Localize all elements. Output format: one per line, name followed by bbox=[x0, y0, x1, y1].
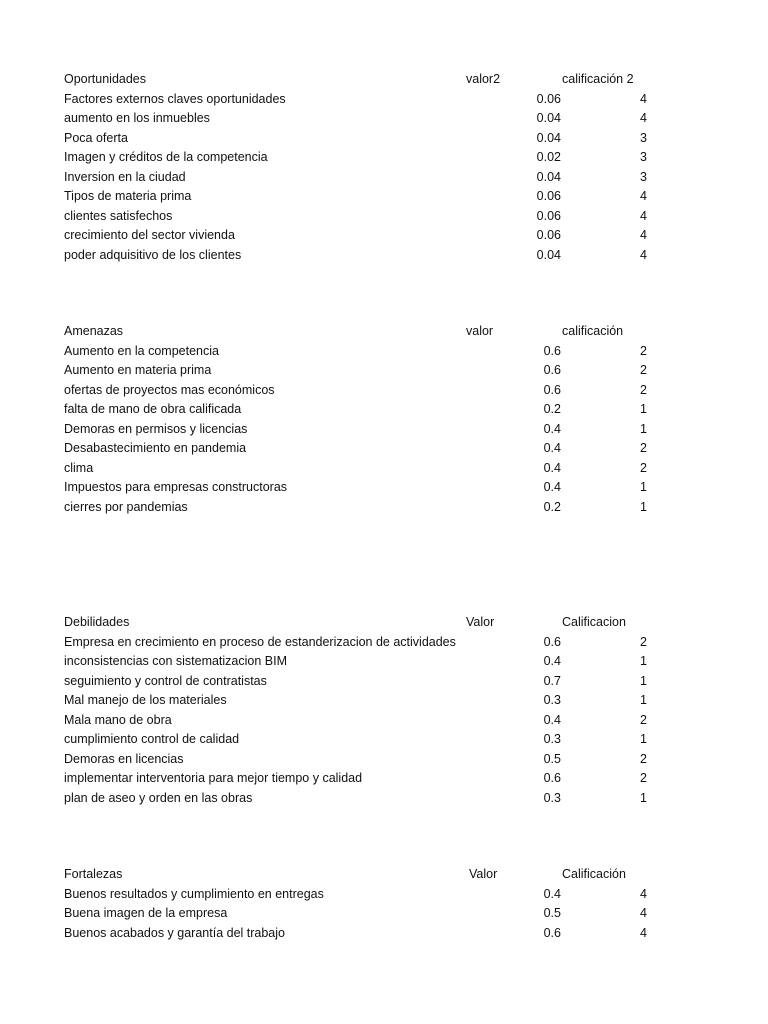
row-label: Factores externos claves oportunidades bbox=[64, 91, 286, 106]
table-row bbox=[64, 246, 664, 266]
debilidades-header-calificacion: Calificacion bbox=[562, 615, 626, 629]
table-row bbox=[64, 90, 664, 110]
row-label: Tipos de materia prima bbox=[64, 189, 192, 203]
row-calificacion: 2 bbox=[640, 634, 647, 649]
amenazas-header-label: Amenazas bbox=[64, 324, 124, 338]
row-label: aumento en los inmuebles bbox=[64, 111, 210, 125]
table-row bbox=[64, 342, 664, 362]
table-row bbox=[64, 789, 664, 809]
fortalezas-header-calificacion: Calificación bbox=[562, 867, 626, 881]
row-calificacion: 2 bbox=[640, 441, 647, 455]
row-label: Buena imagen de la empresa bbox=[64, 906, 228, 920]
row-label: Demoras en permisos y licencias bbox=[64, 421, 248, 436]
row-valor: 0.4 bbox=[543, 654, 561, 668]
row-label: cierres por pandemias bbox=[64, 499, 188, 514]
row-label: clima bbox=[64, 460, 94, 475]
row-valor: 0.4 bbox=[543, 712, 561, 727]
table-row bbox=[64, 148, 664, 168]
debilidades-header-valor: Valor bbox=[466, 615, 495, 629]
oportunidades-header-row bbox=[64, 70, 664, 90]
row-valor: 0.5 bbox=[543, 751, 561, 766]
row-calificacion: 1 bbox=[640, 421, 647, 436]
row-label: Buenos resultados y cumplimiento en entregas bbox=[64, 886, 324, 901]
table-row bbox=[64, 420, 664, 440]
oportunidades-header-valor: valor2 bbox=[466, 72, 501, 86]
row-label: Mal manejo de los materiales bbox=[64, 693, 227, 707]
row-label: falta de mano de obra calificada bbox=[64, 402, 242, 416]
row-valor: 0.7 bbox=[543, 673, 561, 688]
row-calificacion: 2 bbox=[640, 343, 647, 358]
table-row bbox=[64, 769, 664, 789]
row-label: crecimiento del sector vivienda bbox=[64, 228, 235, 242]
table-row bbox=[64, 924, 664, 944]
row-valor: 0.6 bbox=[543, 363, 561, 377]
row-valor: 0.4 bbox=[543, 421, 561, 436]
row-calificacion: 1 bbox=[640, 732, 647, 746]
row-valor: 0.4 bbox=[543, 886, 561, 901]
fortalezas-header-row bbox=[64, 865, 664, 885]
row-calificacion: 2 bbox=[640, 712, 647, 727]
oportunidades-header-label: Oportunidades bbox=[64, 72, 147, 86]
row-valor: 0.6 bbox=[543, 771, 561, 785]
row-label: Inversion en la ciudad bbox=[64, 169, 186, 184]
row-valor: 0.02 bbox=[536, 150, 561, 164]
row-label: Aumento en la competencia bbox=[64, 343, 219, 358]
row-calificacion: 1 bbox=[640, 480, 647, 494]
row-calificacion: 4 bbox=[640, 228, 647, 242]
row-calificacion: 2 bbox=[640, 382, 647, 397]
row-calificacion: 1 bbox=[640, 790, 647, 805]
fortalezas-table bbox=[64, 865, 664, 943]
table-row bbox=[64, 750, 664, 770]
row-valor: 0.06 bbox=[536, 91, 561, 106]
oportunidades-header-calificacion: calificación 2 bbox=[562, 72, 634, 86]
row-calificacion: 1 bbox=[640, 654, 647, 668]
row-calificacion: 4 bbox=[640, 925, 647, 940]
table-row bbox=[64, 207, 664, 227]
row-calificacion: 1 bbox=[640, 693, 647, 707]
table-row bbox=[64, 400, 664, 420]
row-label: Desabastecimiento en pandemia bbox=[64, 441, 247, 455]
row-calificacion: 2 bbox=[640, 771, 647, 785]
row-label: poder adquisitivo de los clientes bbox=[64, 247, 242, 262]
row-label: Aumento en materia prima bbox=[64, 363, 212, 377]
table-row bbox=[64, 672, 664, 692]
table-row bbox=[64, 730, 664, 750]
debilidades-header-label: Debilidades bbox=[64, 615, 130, 629]
amenazas-header-valor: valor bbox=[466, 324, 494, 338]
row-valor: 0.06 bbox=[536, 189, 561, 203]
row-label: Buenos acabados y garantía del trabajo bbox=[64, 925, 285, 940]
table-row bbox=[64, 478, 664, 498]
row-valor: 0.3 bbox=[543, 790, 561, 805]
row-label: ofertas de proyectos mas económicos bbox=[64, 382, 275, 397]
table-row bbox=[64, 459, 664, 479]
fortalezas-header-label: Fortalezas bbox=[64, 867, 123, 881]
row-calificacion: 2 bbox=[640, 460, 647, 475]
row-valor: 0.04 bbox=[536, 247, 561, 262]
table-row bbox=[64, 498, 664, 518]
row-valor: 0.5 bbox=[543, 906, 561, 920]
row-label: Poca oferta bbox=[64, 130, 128, 145]
row-calificacion: 4 bbox=[640, 111, 647, 125]
table-row bbox=[64, 904, 664, 924]
table-row bbox=[64, 361, 664, 381]
row-calificacion: 4 bbox=[640, 189, 647, 203]
row-valor: 0.06 bbox=[536, 228, 561, 242]
row-label: plan de aseo y orden en las obras bbox=[64, 790, 253, 805]
row-valor: 0.2 bbox=[543, 499, 561, 514]
row-valor: 0.04 bbox=[536, 111, 561, 125]
row-label: Mala mano de obra bbox=[64, 712, 172, 727]
row-valor: 0.6 bbox=[543, 382, 561, 397]
row-calificacion: 4 bbox=[640, 91, 647, 106]
oportunidades-table bbox=[64, 70, 664, 265]
row-calificacion: 3 bbox=[640, 169, 647, 184]
fortalezas-header-valor: Valor bbox=[469, 867, 498, 881]
row-calificacion: 3 bbox=[640, 150, 647, 164]
table-row bbox=[64, 109, 664, 129]
table-row bbox=[64, 381, 664, 401]
table-row bbox=[64, 711, 664, 731]
row-calificacion: 4 bbox=[640, 247, 647, 262]
row-valor: 0.04 bbox=[536, 130, 561, 145]
row-label: Imagen y créditos de la competencia bbox=[64, 150, 268, 164]
table-row bbox=[64, 885, 664, 905]
row-valor: 0.04 bbox=[536, 169, 561, 184]
row-calificacion: 2 bbox=[640, 751, 647, 766]
table-row bbox=[64, 226, 664, 246]
amenazas-header-calificacion: calificación bbox=[562, 324, 624, 338]
table-row bbox=[64, 691, 664, 711]
table-row bbox=[64, 168, 664, 188]
row-valor: 0.6 bbox=[543, 343, 561, 358]
row-label: cumplimiento control de calidad bbox=[64, 732, 240, 746]
row-calificacion: 4 bbox=[640, 906, 647, 920]
row-label: Empresa en crecimiento en proceso de estanderizacion de actividades bbox=[64, 634, 456, 649]
row-valor: 0.3 bbox=[543, 693, 561, 707]
table-row bbox=[64, 652, 664, 672]
row-valor: 0.3 bbox=[543, 732, 561, 746]
row-calificacion: 1 bbox=[640, 402, 647, 416]
row-valor: 0.6 bbox=[543, 925, 561, 940]
row-label: Demoras en licencias bbox=[64, 751, 184, 766]
row-calificacion: 1 bbox=[640, 673, 647, 688]
row-valor: 0.06 bbox=[536, 208, 561, 223]
row-label: clientes satisfechos bbox=[64, 208, 173, 223]
row-valor: 0.4 bbox=[543, 460, 561, 475]
row-calificacion: 3 bbox=[640, 130, 647, 145]
row-calificacion: 4 bbox=[640, 886, 647, 901]
amenazas-header-row bbox=[64, 322, 664, 342]
table-row bbox=[64, 129, 664, 149]
row-valor: 0.6 bbox=[543, 634, 561, 649]
row-valor: 0.4 bbox=[543, 480, 561, 494]
row-calificacion: 4 bbox=[640, 208, 647, 223]
row-label: seguimiento y control de contratistas bbox=[64, 673, 267, 688]
row-label: Impuestos para empresas constructoras bbox=[64, 480, 288, 494]
table-row bbox=[64, 633, 664, 653]
row-calificacion: 2 bbox=[640, 363, 647, 377]
row-valor: 0.2 bbox=[543, 402, 561, 416]
row-calificacion: 1 bbox=[640, 499, 647, 514]
debilidades-header-row bbox=[64, 613, 664, 633]
amenazas-table bbox=[64, 322, 664, 517]
row-label: inconsistencias con sistematizacion BIM bbox=[64, 654, 288, 668]
row-label: implementar interventoria para mejor tiempo y calidad bbox=[64, 771, 363, 785]
table-row bbox=[64, 187, 664, 207]
table-row bbox=[64, 439, 664, 459]
debilidades-table bbox=[64, 613, 664, 808]
row-valor: 0.4 bbox=[543, 441, 561, 455]
